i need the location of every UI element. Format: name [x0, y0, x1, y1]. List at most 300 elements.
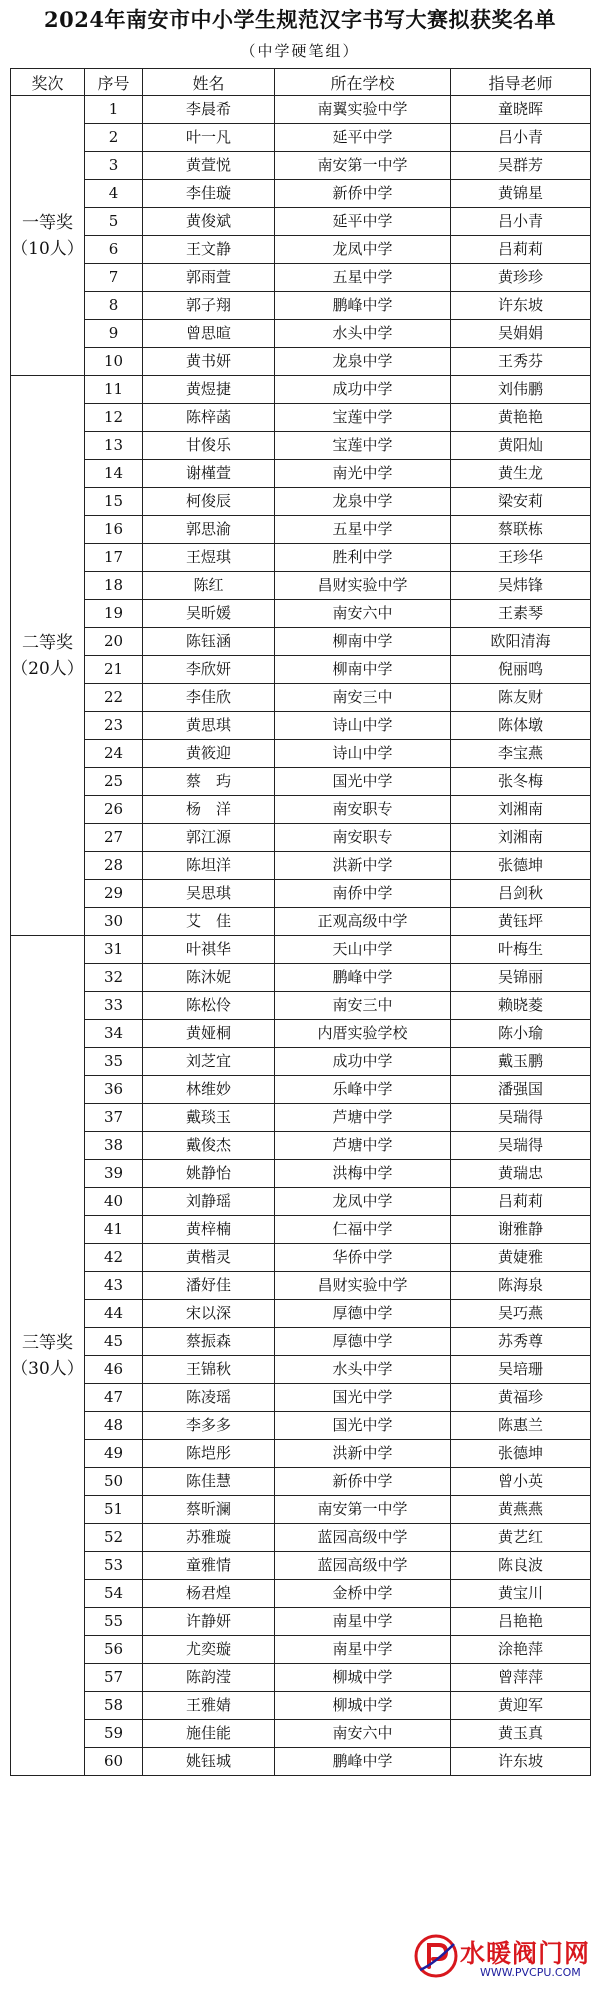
- cell-teacher: 刘湘南: [451, 796, 591, 824]
- cell-number: 22: [85, 684, 143, 712]
- cell-school: 鹏峰中学: [275, 292, 451, 320]
- cell-school: 南星中学: [275, 1636, 451, 1664]
- table-row: [11, 152, 591, 180]
- cell-name: 郭江源: [143, 824, 275, 852]
- cell-school: 厚德中学: [275, 1300, 451, 1328]
- cell-name: 李欣妍: [143, 656, 275, 684]
- cell-school: 南侨中学: [275, 880, 451, 908]
- table-row: [11, 1608, 591, 1636]
- cell-teacher: 吴培珊: [451, 1356, 591, 1384]
- cell-teacher: 吴炜锋: [451, 572, 591, 600]
- cell-school: 南安职专: [275, 824, 451, 852]
- cell-name: 曾思暄: [143, 320, 275, 348]
- cell-name: 黄萱悦: [143, 152, 275, 180]
- cell-name: 甘俊乐: [143, 432, 275, 460]
- cell-school: 芦塘中学: [275, 1132, 451, 1160]
- cell-name: 姚钰城: [143, 1748, 275, 1776]
- table-row: [11, 544, 591, 572]
- cell-teacher: 黄燕燕: [451, 1496, 591, 1524]
- cell-teacher: 梁安莉: [451, 488, 591, 516]
- logo-p-icon: [414, 1934, 458, 1978]
- cell-number: 29: [85, 880, 143, 908]
- cell-school: 南安三中: [275, 684, 451, 712]
- cell-school: 洪新中学: [275, 1440, 451, 1468]
- cell-number: 17: [85, 544, 143, 572]
- cell-name: 黄俊斌: [143, 208, 275, 236]
- cell-number: 15: [85, 488, 143, 516]
- award-level: 二等奖: [22, 632, 73, 653]
- table-row: [11, 1160, 591, 1188]
- award-cell: [11, 936, 85, 1776]
- table-row: [11, 1384, 591, 1412]
- cell-number: 24: [85, 740, 143, 768]
- table-row: [11, 768, 591, 796]
- award-cell: [11, 376, 85, 936]
- cell-name: 叶一凡: [143, 124, 275, 152]
- table-row: [11, 1468, 591, 1496]
- cell-school: 蓝园高级中学: [275, 1524, 451, 1552]
- cell-teacher: 黄生龙: [451, 460, 591, 488]
- cell-name: 陈佳慧: [143, 1468, 275, 1496]
- cell-teacher: 黄阳灿: [451, 432, 591, 460]
- cell-school: 金桥中学: [275, 1580, 451, 1608]
- watermark-url: WWW.PVCPU.COM: [480, 1966, 581, 1979]
- cell-name: 刘静瑶: [143, 1188, 275, 1216]
- table-row: [11, 320, 591, 348]
- award-count: （20人）: [11, 658, 84, 679]
- cell-number: 33: [85, 992, 143, 1020]
- cell-school: 柳南中学: [275, 628, 451, 656]
- cell-name: 蔡昕澜: [143, 1496, 275, 1524]
- cell-name: 陈红: [143, 572, 275, 600]
- cell-school: 南星中学: [275, 1608, 451, 1636]
- table-row: [11, 1692, 591, 1720]
- cell-teacher: 陈惠兰: [451, 1412, 591, 1440]
- cell-name: 童雅情: [143, 1552, 275, 1580]
- cell-number: 12: [85, 404, 143, 432]
- cell-school: 昌财实验中学: [275, 572, 451, 600]
- cell-teacher: 张德坤: [451, 852, 591, 880]
- cell-school: 昌财实验中学: [275, 1272, 451, 1300]
- cell-number: 58: [85, 1692, 143, 1720]
- cell-name: 陈凌瑶: [143, 1384, 275, 1412]
- cell-number: 3: [85, 152, 143, 180]
- cell-name: 李佳欣: [143, 684, 275, 712]
- table-row: [11, 656, 591, 684]
- cell-name: 许静妍: [143, 1608, 275, 1636]
- cell-name: 黄娅桐: [143, 1020, 275, 1048]
- cell-number: 25: [85, 768, 143, 796]
- table-row: [11, 1272, 591, 1300]
- cell-teacher: 许东坡: [451, 1748, 591, 1776]
- cell-school: 新侨中学: [275, 180, 451, 208]
- table-row: [11, 1440, 591, 1468]
- cell-number: 59: [85, 1720, 143, 1748]
- cell-name: 柯俊辰: [143, 488, 275, 516]
- cell-school: 华侨中学: [275, 1244, 451, 1272]
- cell-school: 诗山中学: [275, 740, 451, 768]
- cell-teacher: 王素琴: [451, 600, 591, 628]
- table-row: [11, 460, 591, 488]
- table-body: [11, 96, 591, 1776]
- cell-teacher: 曾小英: [451, 1468, 591, 1496]
- table-row: [11, 1636, 591, 1664]
- table-row: [11, 292, 591, 320]
- cell-school: 延平中学: [275, 124, 451, 152]
- cell-school: 胜利中学: [275, 544, 451, 572]
- cell-name: 苏雅璇: [143, 1524, 275, 1552]
- cell-number: 40: [85, 1188, 143, 1216]
- cell-school: 正观高级中学: [275, 908, 451, 936]
- cell-teacher: 黄艳艳: [451, 404, 591, 432]
- cell-teacher: 刘湘南: [451, 824, 591, 852]
- table-row: [11, 1664, 591, 1692]
- award-level: 一等奖: [22, 212, 73, 233]
- cell-teacher: 谢雅静: [451, 1216, 591, 1244]
- cell-teacher: 黄婕雅: [451, 1244, 591, 1272]
- cell-school: 芦塘中学: [275, 1104, 451, 1132]
- cell-name: 陈钰涵: [143, 628, 275, 656]
- cell-school: 国光中学: [275, 768, 451, 796]
- cell-teacher: 黄福珍: [451, 1384, 591, 1412]
- cell-name: 陈松伶: [143, 992, 275, 1020]
- cell-school: 南翼实验中学: [275, 96, 451, 124]
- cell-school: 五星中学: [275, 516, 451, 544]
- cell-number: 41: [85, 1216, 143, 1244]
- cell-name: 陈梓菡: [143, 404, 275, 432]
- cell-name: 黄楷灵: [143, 1244, 275, 1272]
- cell-number: 46: [85, 1356, 143, 1384]
- table-row: [11, 1356, 591, 1384]
- cell-name: 谢槿萱: [143, 460, 275, 488]
- cell-teacher: 曾萍萍: [451, 1664, 591, 1692]
- cell-number: 14: [85, 460, 143, 488]
- watermark-logo: [414, 1932, 592, 1984]
- table-row: [11, 824, 591, 852]
- cell-number: 50: [85, 1468, 143, 1496]
- cell-teacher: 李宝燕: [451, 740, 591, 768]
- cell-teacher: 张冬梅: [451, 768, 591, 796]
- table-header: [11, 69, 591, 96]
- cell-number: 56: [85, 1636, 143, 1664]
- cell-teacher: 倪丽鸣: [451, 656, 591, 684]
- cell-school: 国光中学: [275, 1384, 451, 1412]
- cell-number: 19: [85, 600, 143, 628]
- cell-school: 新侨中学: [275, 1468, 451, 1496]
- cell-number: 52: [85, 1524, 143, 1552]
- cell-school: 南安第一中学: [275, 1496, 451, 1524]
- cell-teacher: 黄宝川: [451, 1580, 591, 1608]
- award-count: （30人）: [11, 1358, 84, 1379]
- cell-number: 4: [85, 180, 143, 208]
- table-row: [11, 376, 591, 404]
- cell-teacher: 苏秀尊: [451, 1328, 591, 1356]
- cell-name: 杨君煌: [143, 1580, 275, 1608]
- cell-name: 林维妙: [143, 1076, 275, 1104]
- cell-teacher: 陈海泉: [451, 1272, 591, 1300]
- cell-school: 水头中学: [275, 1356, 451, 1384]
- table-row: [11, 236, 591, 264]
- cell-teacher: 蔡联栋: [451, 516, 591, 544]
- table-row: [11, 712, 591, 740]
- cell-name: 潘妤佳: [143, 1272, 275, 1300]
- cell-number: 55: [85, 1608, 143, 1636]
- cell-name: 郭思渝: [143, 516, 275, 544]
- cell-name: 郭子翔: [143, 292, 275, 320]
- table-row: [11, 208, 591, 236]
- cell-name: 陈坦洋: [143, 852, 275, 880]
- cell-name: 王雅婧: [143, 1692, 275, 1720]
- cell-name: 蔡 玙: [143, 768, 275, 796]
- cell-name: 尤奕璇: [143, 1636, 275, 1664]
- cell-number: 47: [85, 1384, 143, 1412]
- cell-name: 施佳能: [143, 1720, 275, 1748]
- cell-number: 28: [85, 852, 143, 880]
- cell-teacher: 黄玉真: [451, 1720, 591, 1748]
- table-row: [11, 1412, 591, 1440]
- watermark-text: 水暖阀门网: [460, 1939, 591, 1968]
- cell-teacher: 陈良波: [451, 1552, 591, 1580]
- cell-teacher: 吕艳艳: [451, 1608, 591, 1636]
- cell-school: 成功中学: [275, 376, 451, 404]
- cell-school: 南光中学: [275, 460, 451, 488]
- cell-number: 43: [85, 1272, 143, 1300]
- cell-school: 柳城中学: [275, 1692, 451, 1720]
- cell-school: 诗山中学: [275, 712, 451, 740]
- table-row: [11, 1496, 591, 1524]
- cell-name: 陈垲彤: [143, 1440, 275, 1468]
- cell-teacher: 张德坤: [451, 1440, 591, 1468]
- table-row: [11, 1300, 591, 1328]
- table-row: [11, 628, 591, 656]
- cell-name: 刘芝宜: [143, 1048, 275, 1076]
- table-row: [11, 1076, 591, 1104]
- cell-name: 王文静: [143, 236, 275, 264]
- cell-number: 32: [85, 964, 143, 992]
- table-row: [11, 1580, 591, 1608]
- table-row: [11, 740, 591, 768]
- table-row: [11, 1524, 591, 1552]
- cell-teacher: 黄瑞忠: [451, 1160, 591, 1188]
- cell-number: 49: [85, 1440, 143, 1468]
- cell-teacher: 王珍华: [451, 544, 591, 572]
- cell-name: 黄书妍: [143, 348, 275, 376]
- cell-number: 26: [85, 796, 143, 824]
- cell-school: 内厝实验学校: [275, 1020, 451, 1048]
- cell-teacher: 吕莉莉: [451, 236, 591, 264]
- cell-name: 李晨希: [143, 96, 275, 124]
- cell-number: 37: [85, 1104, 143, 1132]
- cell-teacher: 涂艳萍: [451, 1636, 591, 1664]
- cell-number: 27: [85, 824, 143, 852]
- cell-teacher: 吴巧燕: [451, 1300, 591, 1328]
- cell-school: 仁福中学: [275, 1216, 451, 1244]
- cell-number: 36: [85, 1076, 143, 1104]
- cell-number: 30: [85, 908, 143, 936]
- cell-number: 57: [85, 1664, 143, 1692]
- cell-name: 黄思琪: [143, 712, 275, 740]
- table-row: [11, 1552, 591, 1580]
- cell-number: 38: [85, 1132, 143, 1160]
- cell-name: 黄梓楠: [143, 1216, 275, 1244]
- cell-teacher: 陈体墩: [451, 712, 591, 740]
- page-title: 2024年南安市中小学生规范汉字书写大赛拟获奖名单: [44, 7, 556, 32]
- cell-number: 18: [85, 572, 143, 600]
- table-row: [11, 1748, 591, 1776]
- cell-number: 11: [85, 376, 143, 404]
- cell-teacher: 吴锦丽: [451, 964, 591, 992]
- cell-school: 龙凤中学: [275, 236, 451, 264]
- cell-name: 宋以深: [143, 1300, 275, 1328]
- cell-teacher: 吴娟娟: [451, 320, 591, 348]
- cell-school: 龙泉中学: [275, 348, 451, 376]
- table-row: [11, 516, 591, 544]
- table-row: [11, 1104, 591, 1132]
- cell-school: 龙凤中学: [275, 1188, 451, 1216]
- table-row: [11, 96, 591, 124]
- cell-name: 姚静怡: [143, 1160, 275, 1188]
- cell-teacher: 黄钰坪: [451, 908, 591, 936]
- table-row: [11, 936, 591, 964]
- cell-number: 6: [85, 236, 143, 264]
- cell-school: 南安六中: [275, 600, 451, 628]
- cell-name: 陈韵滢: [143, 1664, 275, 1692]
- cell-number: 60: [85, 1748, 143, 1776]
- cell-school: 蓝园高级中学: [275, 1552, 451, 1580]
- cell-name: 陈沐妮: [143, 964, 275, 992]
- cell-teacher: 许东坡: [451, 292, 591, 320]
- cell-teacher: 陈友财: [451, 684, 591, 712]
- table-row: [11, 1216, 591, 1244]
- cell-school: 成功中学: [275, 1048, 451, 1076]
- cell-school: 宝莲中学: [275, 432, 451, 460]
- cell-school: 南安第一中学: [275, 152, 451, 180]
- cell-number: 44: [85, 1300, 143, 1328]
- table-row: [11, 180, 591, 208]
- cell-school: 鹏峰中学: [275, 964, 451, 992]
- cell-number: 51: [85, 1496, 143, 1524]
- cell-name: 叶祺华: [143, 936, 275, 964]
- cell-number: 21: [85, 656, 143, 684]
- cell-teacher: 吕剑秋: [451, 880, 591, 908]
- header-school: 所在学校: [275, 69, 451, 96]
- table-row: [11, 1020, 591, 1048]
- cell-teacher: 赖晓菱: [451, 992, 591, 1020]
- cell-name: 戴俊杰: [143, 1132, 275, 1160]
- cell-name: 王煜琪: [143, 544, 275, 572]
- cell-number: 7: [85, 264, 143, 292]
- cell-school: 龙泉中学: [275, 488, 451, 516]
- table-row: [11, 880, 591, 908]
- cell-school: 洪新中学: [275, 852, 451, 880]
- table-row: [11, 1244, 591, 1272]
- table-row: [11, 1048, 591, 1076]
- cell-number: 20: [85, 628, 143, 656]
- cell-number: 35: [85, 1048, 143, 1076]
- cell-name: 吴思琪: [143, 880, 275, 908]
- cell-school: 延平中学: [275, 208, 451, 236]
- cell-teacher: 陈小瑜: [451, 1020, 591, 1048]
- cell-number: 53: [85, 1552, 143, 1580]
- table-row: [11, 488, 591, 516]
- award-count: （10人）: [11, 238, 84, 259]
- header-award: 奖次: [11, 69, 85, 96]
- cell-school: 南安三中: [275, 992, 451, 1020]
- cell-name: 戴琰玉: [143, 1104, 275, 1132]
- cell-teacher: 吴群芳: [451, 152, 591, 180]
- table-row: [11, 1328, 591, 1356]
- cell-school: 南安职专: [275, 796, 451, 824]
- header-teacher: 指导老师: [451, 69, 591, 96]
- table-row: [11, 432, 591, 460]
- cell-name: 郭雨萱: [143, 264, 275, 292]
- cell-teacher: 童晓晖: [451, 96, 591, 124]
- cell-teacher: 刘伟鹏: [451, 376, 591, 404]
- cell-school: 柳南中学: [275, 656, 451, 684]
- cell-name: 艾 佳: [143, 908, 275, 936]
- cell-name: 黄筱迎: [143, 740, 275, 768]
- table-row: [11, 264, 591, 292]
- award-table: [10, 68, 591, 1776]
- cell-teacher: 吕莉莉: [451, 1188, 591, 1216]
- cell-teacher: 黄珍珍: [451, 264, 591, 292]
- cell-school: 水头中学: [275, 320, 451, 348]
- cell-name: 杨 洋: [143, 796, 275, 824]
- table-row: [11, 1720, 591, 1748]
- cell-number: 9: [85, 320, 143, 348]
- award-cell: [11, 96, 85, 376]
- table-row: [11, 796, 591, 824]
- table-row: [11, 964, 591, 992]
- cell-teacher: 黄迎军: [451, 1692, 591, 1720]
- cell-school: 鹏峰中学: [275, 1748, 451, 1776]
- cell-school: 宝莲中学: [275, 404, 451, 432]
- cell-teacher: 吴瑞得: [451, 1132, 591, 1160]
- cell-number: 2: [85, 124, 143, 152]
- cell-name: 黄煜捷: [143, 376, 275, 404]
- cell-school: 厚德中学: [275, 1328, 451, 1356]
- cell-school: 南安六中: [275, 1720, 451, 1748]
- cell-school: 五星中学: [275, 264, 451, 292]
- cell-school: 国光中学: [275, 1412, 451, 1440]
- cell-name: 王锦秋: [143, 1356, 275, 1384]
- cell-number: 13: [85, 432, 143, 460]
- table-row: [11, 684, 591, 712]
- cell-number: 10: [85, 348, 143, 376]
- cell-number: 5: [85, 208, 143, 236]
- table-row: [11, 1132, 591, 1160]
- cell-teacher: 欧阳清海: [451, 628, 591, 656]
- cell-teacher: 吕小青: [451, 208, 591, 236]
- table-row: [11, 124, 591, 152]
- cell-number: 48: [85, 1412, 143, 1440]
- cell-name: 李佳璇: [143, 180, 275, 208]
- table-row: [11, 348, 591, 376]
- cell-teacher: 黄锦星: [451, 180, 591, 208]
- table-row: [11, 852, 591, 880]
- cell-number: 23: [85, 712, 143, 740]
- cell-school: 天山中学: [275, 936, 451, 964]
- page-subtitle: （中学硬笔组）: [240, 42, 360, 60]
- cell-teacher: 王秀芬: [451, 348, 591, 376]
- table-row: [11, 992, 591, 1020]
- cell-number: 45: [85, 1328, 143, 1356]
- cell-name: 吴昕媛: [143, 600, 275, 628]
- cell-teacher: 戴玉鹏: [451, 1048, 591, 1076]
- cell-number: 42: [85, 1244, 143, 1272]
- cell-teacher: 叶梅生: [451, 936, 591, 964]
- cell-name: 蔡振森: [143, 1328, 275, 1356]
